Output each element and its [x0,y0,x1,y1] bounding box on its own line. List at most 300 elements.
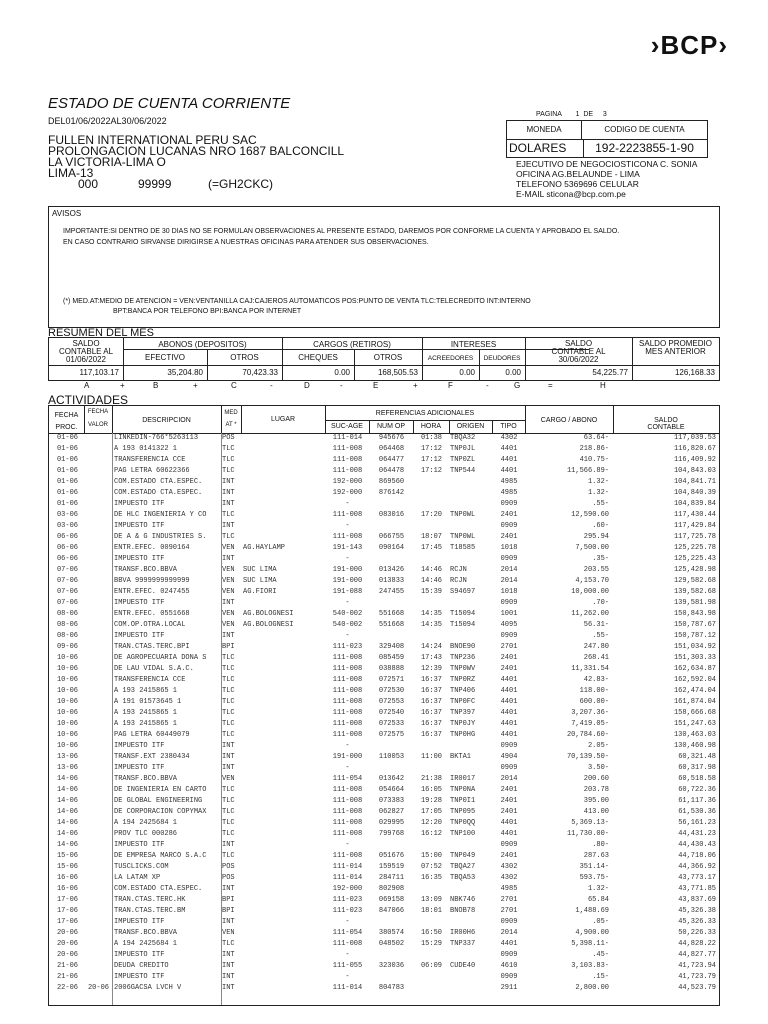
cell-descripcion: IMPUESTO ITF [114,973,165,981]
legend-line-1: (*) MED.AT:MEDIO DE ATENCION = VEN:VENTANILLA CAJ:CAJEROS AUTOMATICOS POS:PUNTO DE VENTA TLC:TELECREDITO INT:INTERNO [63,298,531,305]
cell-cargo-abono: 4,153.70 [575,577,609,585]
cell-descripcion: TRAN.CTAS.TERC.HK [114,896,186,904]
cell-saldo-contable: 139,581.98 [673,599,716,607]
cell-saldo-contable: 116,409.92 [673,456,716,464]
cell-hora: 01:38 [420,434,442,442]
cell-tipo: 2014 [500,775,518,783]
acreedores-label: ACREEDORES [427,355,474,362]
cell-cargo-abono: 7,419.05- [571,720,609,728]
cell-origen: TNP0NA [450,786,476,794]
cell-descripcion: DE AGROPECUARIA DONA S [114,654,207,662]
cell-descripcion: DE GLOBAL ENGINEERING [114,797,203,805]
cell-fecha-proc: 03-06 [56,511,78,519]
cell-med-at: INT [222,500,235,508]
table-row [49,632,719,641]
cell-tipo: 2014 [500,929,518,937]
cell-med-at: POS [222,434,235,442]
table-row [49,742,719,751]
h-fecha-valor-2: VALOR [88,422,108,428]
saldo-fin-value: 54,225.77 [592,368,628,377]
cell-saldo-contable: 125,428.98 [673,566,716,574]
cell-saldo-contable: 139,582.68 [673,588,716,596]
cell-origen: IR0017 [450,775,476,783]
cell-num-op: 073383 [378,797,405,805]
cell-saldo-contable: 150,843.98 [673,610,716,618]
cell-med-at: POS [222,863,235,871]
cell-hora: 16:37 [420,709,442,717]
summary-table [48,337,720,381]
cell-cargo-abono: 200.60 [583,775,609,783]
cell-saldo-contable: 50,226.33 [678,929,716,937]
account-box [506,120,708,158]
cell-fecha-proc: 07-06 [56,566,78,574]
cell-suc-age: 111-014 [332,984,363,992]
promedio-label: SALDO PROMEDIO [639,339,712,348]
cell-suc-age: - [345,918,350,926]
cell-fecha-proc: 10-06 [56,720,78,728]
table-row [49,885,719,894]
cell-descripcion: TRANSF.EXT 2380434 [114,753,190,761]
cell-cargo-abono: 5,398.11- [571,940,609,948]
cell-tipo: 4401 [500,456,518,464]
cell-suc-age: - [345,973,350,981]
cell-cargo-abono: .60- [592,522,609,530]
cell-origen: TNP0ZL [450,456,476,464]
table-row [49,588,719,597]
cell-origen: TNP236 [450,654,476,662]
cell-cargo-abono: .55- [592,500,609,508]
client-codes [48,179,344,190]
cell-descripcion: COM.ESTADO CTA.ESPEC. [114,478,203,486]
cell-tipo: 1001 [500,610,518,618]
cell-fecha-proc: 10-06 [56,709,78,717]
cell-tipo: 2014 [500,577,518,585]
cell-fecha-proc: 01-06 [56,445,78,453]
cell-med-at: TLC [222,786,235,794]
notices-legend [63,297,713,317]
cell-med-at: VEN [222,929,235,937]
contable-al-fin-label: CONTABLE AL [551,347,606,356]
cell-suc-age: 192-000 [332,478,363,486]
cell-fecha-proc: 08-06 [56,632,78,640]
notices-message [63,226,713,248]
cell-med-at: BPI [222,643,235,651]
cell-descripcion: A 191 01573645 1 [114,698,182,706]
promedio-value: 126,168.33 [674,368,715,377]
cell-hora: 18:01 [420,907,442,915]
cell-med-at: VEN [222,577,235,585]
cell-saldo-contable: 116,820.67 [673,445,716,453]
cell-origen: TBQA32 [450,434,476,442]
h-referencias: REFERENCIAS ADICIONALES [375,410,475,417]
cell-cargo-abono: 70,139.50- [566,753,609,761]
table-row [49,511,719,520]
cell-saldo-contable: 44,718.06 [678,852,716,860]
cell-num-op: 083016 [378,511,405,519]
cell-saldo-contable: 151,303.33 [673,654,716,662]
cell-saldo-contable: 161,874.04 [673,698,716,706]
cell-med-at: VEN [222,610,235,618]
cell-cargo-abono: 295.94 [583,533,609,541]
h-descripcion: DESCRIPCION [142,417,191,424]
cell-num-op: 799768 [378,830,405,838]
table-row [49,434,719,443]
cell-num-op: 054664 [378,786,405,794]
cell-num-op: 329408 [378,643,405,651]
notice-line-2: EN CASO CONTRARIO SIRVANSE DIRIGIRSE A NUESTRAS OFICINAS PARA ATENDER SUS OBSERVACIONES. [63,239,429,246]
cell-tipo: 4401 [500,445,518,453]
formula-h: H [600,381,606,390]
cell-descripcion: DE LAU VIDAL S.A.C. [114,665,194,673]
cell-med-at: VEN [222,775,235,783]
cell-num-op: 029995 [378,819,405,827]
cell-descripcion: COM.ESTADO CTA.ESPEC. [114,489,203,497]
cell-origen: TNP337 [450,940,476,948]
cell-med-at: INT [222,962,235,970]
table-row [49,929,719,938]
cell-descripcion: TRANSF.BCO.BBVA [114,775,178,783]
client-code-1: 000 [78,177,99,191]
cell-saldo-contable: 104,840.39 [673,489,716,497]
cell-fecha-proc: 10-06 [56,654,78,662]
h-fecha-valor-1: FECHA [87,409,109,415]
cell-med-at: TLC [222,797,235,805]
h-origen: ORIGEN [456,423,485,430]
cell-cargo-abono: 3,207.36- [571,709,609,717]
cell-suc-age: - [345,841,350,849]
cell-origen: TNP0WL [450,533,476,541]
cell-suc-age: 192-000 [332,489,363,497]
cell-fecha-proc: 10-06 [56,698,78,706]
table-row [49,962,719,971]
cell-cargo-abono: 1,488.69 [575,907,609,915]
executive-email: E-MAIL sticona@bcp.com.pe [516,189,626,199]
table-row [49,907,719,916]
cell-med-at: INT [222,973,235,981]
cell-hora: 17:43 [420,654,442,662]
cell-cargo-abono: 11,262.00 [571,610,609,618]
cell-num-op: 159519 [378,863,405,871]
saldo-ini-value: 117,103.17 [79,368,119,377]
cell-suc-age: 111-054 [332,775,363,783]
cell-med-at: TLC [222,819,235,827]
cell-descripcion: PROV TLC 000286 [114,830,178,838]
cell-origen: TNP0WV [450,665,476,673]
cell-suc-age: 111-008 [332,808,363,816]
cell-tipo: 4904 [500,753,518,761]
cell-tipo: 4401 [500,676,518,684]
formula-minus-3: - [486,381,489,390]
cell-num-op: 072540 [378,709,405,717]
cell-hora: 16:50 [420,929,442,937]
cell-tipo: 0909 [500,841,518,849]
otros-abonos-label: OTROS [230,353,259,362]
cell-tipo: 2401 [500,786,518,794]
cell-fecha-proc: 14-06 [56,808,78,816]
cell-fecha-proc: 15-06 [56,863,78,871]
cell-suc-age: 111-008 [332,445,363,453]
cell-origen: TNP0HG [450,731,476,739]
cell-saldo-contable: 44,828.22 [678,940,716,948]
cell-hora: 19:28 [420,797,442,805]
cell-hora: 07:52 [420,863,442,871]
cell-hora: 17:12 [420,467,442,475]
cell-hora: 17:12 [420,456,442,464]
cell-cargo-abono: 395.00 [583,797,609,805]
table-row [49,610,719,619]
cell-hora: 17:05 [420,808,442,816]
cell-tipo: 4401 [500,830,518,838]
cell-tipo: 2401 [500,654,518,662]
cell-fecha-valor: 20-06 [87,984,109,992]
cell-num-op: 869560 [378,478,405,486]
formula-plus-1: + [120,381,125,390]
table-row [49,643,719,652]
table-row [49,819,719,828]
executive-office: OFICINA AG.BELAUNDE - LIMA [516,169,640,179]
cell-tipo: 2701 [500,907,518,915]
page-indicator [536,111,607,118]
cell-fecha-proc: 03-06 [56,522,78,530]
cell-num-op: 072553 [378,698,405,706]
cell-suc-age: 540-002 [332,621,363,629]
client-code-3: (=GH2CKC) [208,177,274,191]
table-row [49,687,719,696]
cell-fecha-proc: 01-06 [56,489,78,497]
cell-fecha-proc: 08-06 [56,610,78,618]
cell-med-at: TLC [222,808,235,816]
cell-origen: TNP0QQ [450,819,476,827]
cell-num-op: 085459 [378,654,405,662]
cheques-value: 0.00 [334,368,350,377]
cell-cargo-abono: 11,566.89- [566,467,609,475]
page-of: DE [583,111,594,118]
otros-cargos-label: OTROS [373,353,403,362]
cell-tipo: 4401 [500,709,518,717]
cell-hora: 16:37 [420,676,442,684]
cell-descripcion: DE HLC INGENIERIA Y CO [114,511,207,519]
client-block [48,135,344,190]
formula-plus-3: + [413,381,418,390]
cell-med-at: POS [222,874,235,882]
cell-hora: 16:37 [420,687,442,695]
cell-suc-age: 111-008 [332,731,363,739]
cell-hora: 18:07 [420,533,442,541]
cell-num-op: 069158 [378,896,405,904]
cell-saldo-contable: 61,117.36 [678,797,716,805]
cell-saldo-contable: 104,839.84 [673,500,716,508]
cell-origen: TNP397 [450,709,476,717]
table-row [49,467,719,476]
table-row [49,709,719,718]
cell-med-at: TLC [222,665,235,673]
legend-line-2: BPT:BANCA POR TELEFONO BPI:BANCA POR INTERNET [113,308,302,315]
cell-med-at: BPI [222,896,235,904]
cell-hora: 06:09 [420,962,442,970]
cell-saldo-contable: 44,366.92 [678,863,716,871]
cell-tipo: 4401 [500,731,518,739]
cell-origen: CUDE40 [450,962,476,970]
cell-fecha-proc: 22-06 [56,984,78,992]
cell-fecha-proc: 15-06 [56,852,78,860]
cell-cargo-abono: 56.31- [583,621,609,629]
summary-formula [48,381,718,391]
cell-num-op: 062827 [378,808,405,816]
cell-hora: 14:35 [420,610,442,618]
table-row [49,676,719,685]
efectivo-label: EFECTIVO [144,353,185,362]
cell-descripcion: IMPUESTO ITF [114,599,165,607]
cell-origen: TNP0JY [450,720,476,728]
currency-label: MONEDA [507,121,582,140]
cell-num-op: 051676 [378,852,405,860]
table-row [49,863,719,872]
cell-saldo-contable: 41,723.94 [678,962,716,970]
cell-num-op: 066755 [378,533,405,541]
table-row [49,764,719,773]
table-row [49,896,719,905]
cell-descripcion: LA LATAM XP [114,874,161,882]
cell-tipo: 4401 [500,467,518,475]
table-row [49,852,719,861]
cell-med-at: TLC [222,687,235,695]
table-row [49,698,719,707]
cell-cargo-abono: 410.75- [579,456,609,464]
cell-fecha-proc: 06-06 [56,544,78,552]
cell-med-at: VEN [222,621,235,629]
cell-origen: T15094 [450,621,476,629]
cell-suc-age: 111-023 [332,643,363,651]
formula-minus-1: - [270,381,273,390]
cell-origen: RCJN [450,566,467,574]
cell-hora: 16:37 [420,698,442,706]
cell-origen: BNOE90 [450,643,476,651]
currency-value: DOLARES [507,140,584,157]
formula-g: G [514,381,521,390]
cell-origen: TNP0FC [450,698,476,706]
cell-saldo-contable: 45,326.38 [678,907,716,915]
cell-fecha-proc: 14-06 [56,830,78,838]
mes-anterior-label: MES ANTERIOR [645,347,706,356]
cell-hora: 14:46 [420,577,442,585]
cell-suc-age: 111-054 [332,929,363,937]
executive-name: EJECUTIVO DE NEGOCIOSTICONA C. SONIA [516,159,698,169]
cell-descripcion: IMPUESTO ITF [114,742,165,750]
cell-tipo: 0909 [500,632,518,640]
cell-suc-age: - [345,500,350,508]
h-tipo: TIPO [500,423,517,430]
cell-saldo-contable: 125,225.43 [673,555,716,563]
cell-suc-age: - [345,632,350,640]
cell-med-at: INT [222,555,235,563]
cell-cargo-abono: .15- [592,973,609,981]
client-code-2: 99999 [138,177,172,191]
cell-num-op: 380574 [378,929,405,937]
cell-saldo-contable: 43,773.17 [678,874,716,882]
h-hora: HORA [420,423,442,430]
cell-hora: 21:38 [420,775,442,783]
table-row [49,599,719,608]
bcp-logo: ›BCP› [650,30,728,60]
cell-num-op: 013642 [378,775,405,783]
cell-med-at: INT [222,632,235,640]
cell-descripcion: A 193 2415865 1 [114,720,178,728]
cell-fecha-proc: 16-06 [56,885,78,893]
table-row [49,973,719,982]
cell-tipo: 0909 [500,522,518,530]
cell-fecha-proc: 07-06 [56,599,78,607]
cell-cargo-abono: 268.41 [583,654,609,662]
cell-origen: T18585 [450,544,476,552]
cell-med-at: VEN [222,588,235,596]
summary-title: RESUMEN DEL MES [48,327,154,339]
cell-suc-age: 111-008 [332,830,363,838]
cell-fecha-proc: 06-06 [56,533,78,541]
cell-med-at: TLC [222,467,235,475]
cell-tipo: 0909 [500,599,518,607]
table-row [49,577,719,586]
table-row [49,566,719,575]
cell-lugar: AG.FIORI [243,588,277,596]
cell-descripcion: DE INGENIERIA EN CARTO [114,786,207,794]
table-row [49,951,719,960]
cell-tipo: 0909 [500,764,518,772]
cell-suc-age: 111-008 [332,786,363,794]
cell-origen: TBQA27 [450,863,476,871]
formula-b: B [153,381,159,390]
cell-hora: 13:09 [420,896,442,904]
cell-descripcion: 2006GACSA LVCH V [114,984,182,992]
cell-suc-age: 111-008 [332,852,363,860]
cell-descripcion: A 193 2415865 1 [114,687,178,695]
otros-abonos-value: 70,423.33 [242,368,278,377]
cell-descripcion: TRAN.CTAS.TERC.BPI [114,643,190,651]
cell-descripcion: COM.ESTADO CTA.ESPEC. [114,885,203,893]
table-row [49,665,719,674]
cell-origen: TNP406 [450,687,476,695]
cell-num-op: 551668 [378,621,405,629]
cell-saldo-contable: 117,430.44 [673,511,716,519]
cell-tipo: 1018 [500,588,518,596]
formula-a: A [84,381,90,390]
cell-fecha-proc: 06-06 [56,555,78,563]
cell-fecha-proc: 20-06 [56,929,78,937]
cell-descripcion: A 193 0141322 1 [114,445,178,453]
cell-tipo: 0909 [500,951,518,959]
table-row [49,522,719,531]
cell-tipo: 4401 [500,698,518,706]
cell-fecha-proc: 13-06 [56,753,78,761]
cell-descripcion: TRANSFERENCIA CCE [114,676,186,684]
cell-saldo-contable: 125,225.78 [673,544,716,552]
cell-cargo-abono: 287.63 [583,852,609,860]
cell-med-at: TLC [222,654,235,662]
cell-fecha-proc: 10-06 [56,665,78,673]
cell-med-at: INT [222,918,235,926]
cargos-label: CARGOS (RETIROS) [313,340,391,349]
cell-num-op: 038888 [378,665,405,673]
cell-suc-age: 111-008 [332,797,363,805]
cell-saldo-contable: 151,247.63 [673,720,716,728]
cell-tipo: 4401 [500,687,518,695]
cell-saldo-contable: 60,321.48 [678,753,716,761]
cell-tipo: 2401 [500,797,518,805]
cell-med-at: INT [222,489,235,497]
cell-suc-age: 111-008 [332,709,363,717]
cell-num-op: 064477 [378,456,405,464]
h-lugar: LUGAR [270,416,296,423]
cell-suc-age: 111-014 [332,434,363,442]
